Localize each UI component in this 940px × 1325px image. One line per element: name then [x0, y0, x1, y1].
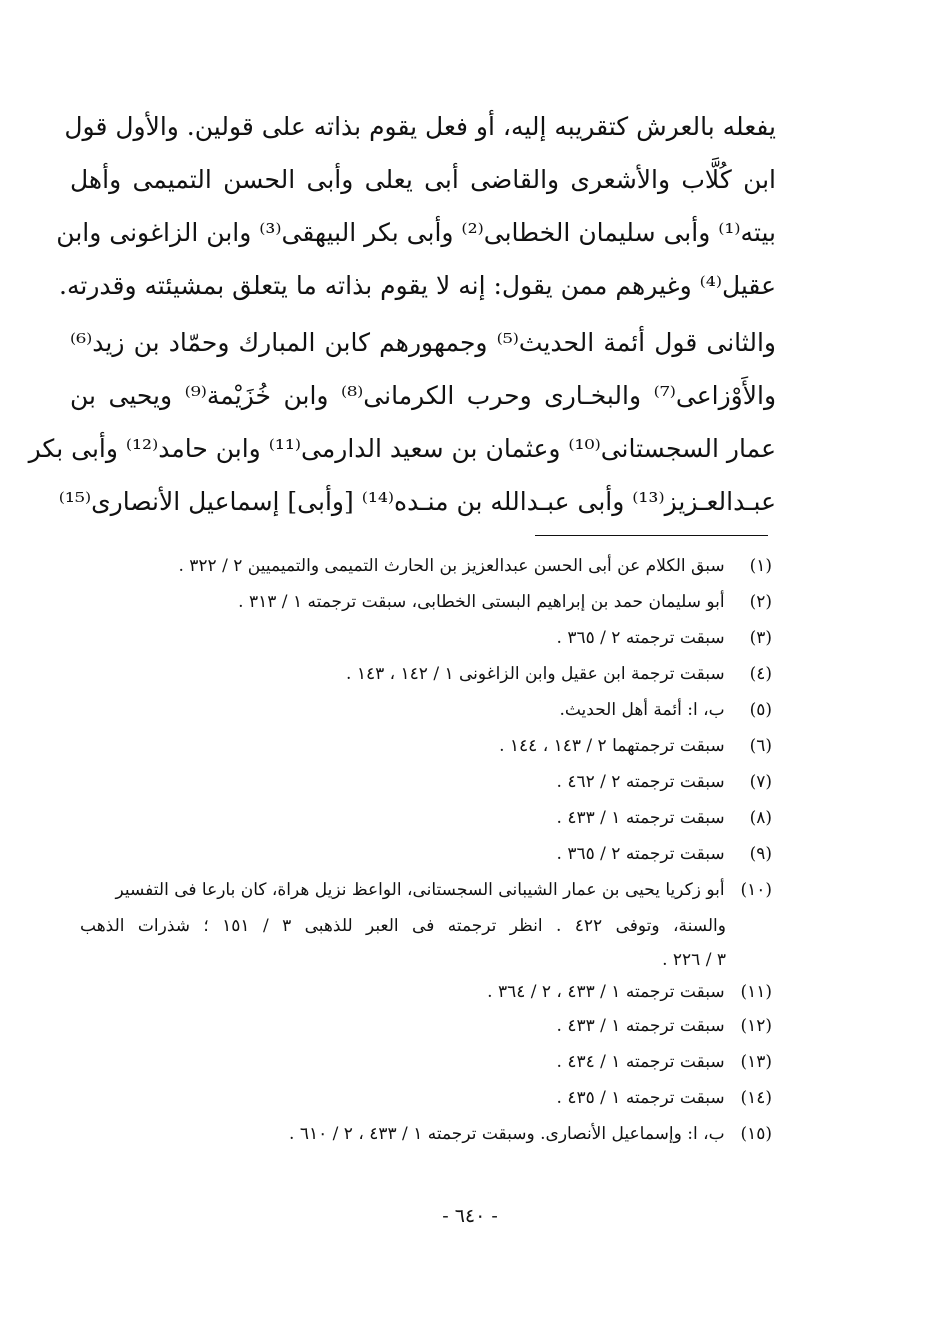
footnote-5: [80, 692, 772, 728]
footnote-text: سبقت ترجمته ٢ / ٣٦٥ .: [556, 628, 725, 648]
main-text-line: والثانى قول أئمة الحديث⁽⁵⁾ وجمهورهم كابن المبارك وحمّاد بن زيد⁽⁶⁾: [70, 328, 776, 357]
footnote-number: (١٥): [740, 1124, 772, 1144]
footnote-divider: [535, 535, 768, 536]
footnote-9: [80, 836, 772, 872]
footnote-10-continuation: ٣ / ٢٢٦ .: [662, 950, 726, 970]
footnote-text: أبو سليمان حمد بن إبراهيم البستى الخطابى، سبقت ترجمته ١ / ٣١٣ .: [238, 592, 725, 612]
footnote-15: [80, 1116, 772, 1152]
footnote-4: [80, 656, 772, 692]
main-text-line: ابن كُلَّاب والأشعرى والقاضى أبى يعلى وأبى الحسن التميمى وأهل: [70, 165, 776, 194]
footnote-text: أبو زكريا يحيى بن عمار الشيبانى السجستانى، الواعظ نزيل هراة، كان بارعا فى التفسير: [115, 880, 725, 900]
footnotes-block: [80, 548, 772, 1152]
footnote-3: [80, 620, 772, 656]
footnote-1: [80, 548, 772, 584]
footnote-text: سبقت ترجمته ١ / ٤٣٣ .: [556, 808, 725, 828]
main-text-line: عمار السجستانى⁽¹⁰⁾ وعثمان بن سعيد الدارمى⁽¹¹⁾ وابن حامد⁽¹²⁾ وأبى بكر: [28, 434, 776, 463]
footnote-number: (٦): [749, 736, 772, 756]
footnote-11: [80, 976, 772, 1008]
footnote-number: (١٠): [740, 880, 772, 900]
footnote-text: سبقت ترجمته ١ / ٤٣٥ .: [556, 1088, 725, 1108]
footnote-text: سبقت ترجمته ١ / ٤٣٣ ، ٢ / ٣٦٤ .: [487, 982, 725, 1002]
footnote-6: [80, 728, 772, 764]
page-number: - ٦٤٠ -: [442, 1205, 498, 1227]
footnote-text: سبقت ترجمتهما ٢ / ١٤٣ ، ١٤٤ .: [499, 736, 725, 756]
main-text-line: يفعله بالعرش كتقريبه إليه، أو فعل يقوم بذاته على قولين. والأول قول: [64, 112, 776, 141]
footnote-number: (٥): [749, 700, 772, 720]
footnote-text: ب، ا: وإسماعيل الأنصارى. وسبقت ترجمته ١ / ٤٣٣ ، ٢ / ٦١٠ .: [289, 1124, 725, 1144]
footnote-number: (١): [749, 556, 772, 576]
footnote-12: [80, 1008, 772, 1044]
footnote-number: (٢): [749, 592, 772, 612]
footnote-7: [80, 764, 772, 800]
footnote-14: [80, 1080, 772, 1116]
main-text-line: عبـدالعـزيز⁽¹³⁾ وأبى عبـدالله بن منـده⁽¹⁴⁾ [وأبى] إسماعيل الأنصارى⁽¹⁵⁾: [58, 487, 776, 516]
footnote-text: سبق الكلام عن أبى الحسن عبدالعزيز بن الحارث التميمى والتميميين ٢ / ٣٢٢ .: [178, 556, 725, 576]
footnote-2: [80, 584, 772, 620]
footnote-text: سبقت ترجمته ٢ / ٤٦٢ .: [556, 772, 725, 792]
footnote-text: سبقت ترجمته ٢ / ٣٦٥ .: [556, 844, 725, 864]
main-text-line: بيته⁽¹⁾ وأبى سليمان الخطابى⁽²⁾ وأبى بكر البيهقى⁽³⁾ وابن الزاغونى وابن: [56, 218, 776, 247]
footnote-8: [80, 800, 772, 836]
footnote-10: [80, 872, 772, 908]
footnote-number: (٨): [749, 808, 772, 828]
footnote-number: (٩): [749, 844, 772, 864]
footnote-number: (١١): [740, 982, 772, 1002]
footnote-text: سبقت ترجمته ١ / ٤٣٣ .: [556, 1016, 725, 1036]
footnote-number: (١٤): [740, 1088, 772, 1108]
footnote-number: (٣): [749, 628, 772, 648]
footnote-number: (٧): [749, 772, 772, 792]
main-text-block: [28, 100, 777, 528]
footnote-13: [80, 1044, 772, 1080]
footnote-number: (١٢): [740, 1016, 772, 1036]
main-text-line: عقيل⁽⁴⁾ وغيرهم ممن يقول: إنه لا يقوم بذاته ما يتعلق بمشيئته وقدرته.: [59, 271, 776, 300]
footnote-text: سبقت ترجمة ابن عقيل وابن الزاغونى ١ / ١٤٢ ، ١٤٣ .: [346, 664, 725, 684]
footnote-10-continuation: والسنة، وتوفى ٤٢٢ . انظر ترجمته فى العبر للذهبى ٣ / ١٥١ ؛ شذرات الذهب: [80, 916, 726, 936]
footnote-text: سبقت ترجمته ١ / ٤٣٤ .: [556, 1052, 725, 1072]
main-text-line: والأَوْزاعى⁽⁷⁾ والبخـارى وحرب الكرمانى⁽⁸⁾ وابن خُزَيْمة⁽⁹⁾ ويحيى بن: [70, 381, 777, 410]
footnote-number: (١٣): [740, 1052, 772, 1072]
footnote-text: ب، ا: أئمة أهل الحديث.: [559, 700, 725, 720]
footnote-number: (٤): [749, 664, 772, 684]
